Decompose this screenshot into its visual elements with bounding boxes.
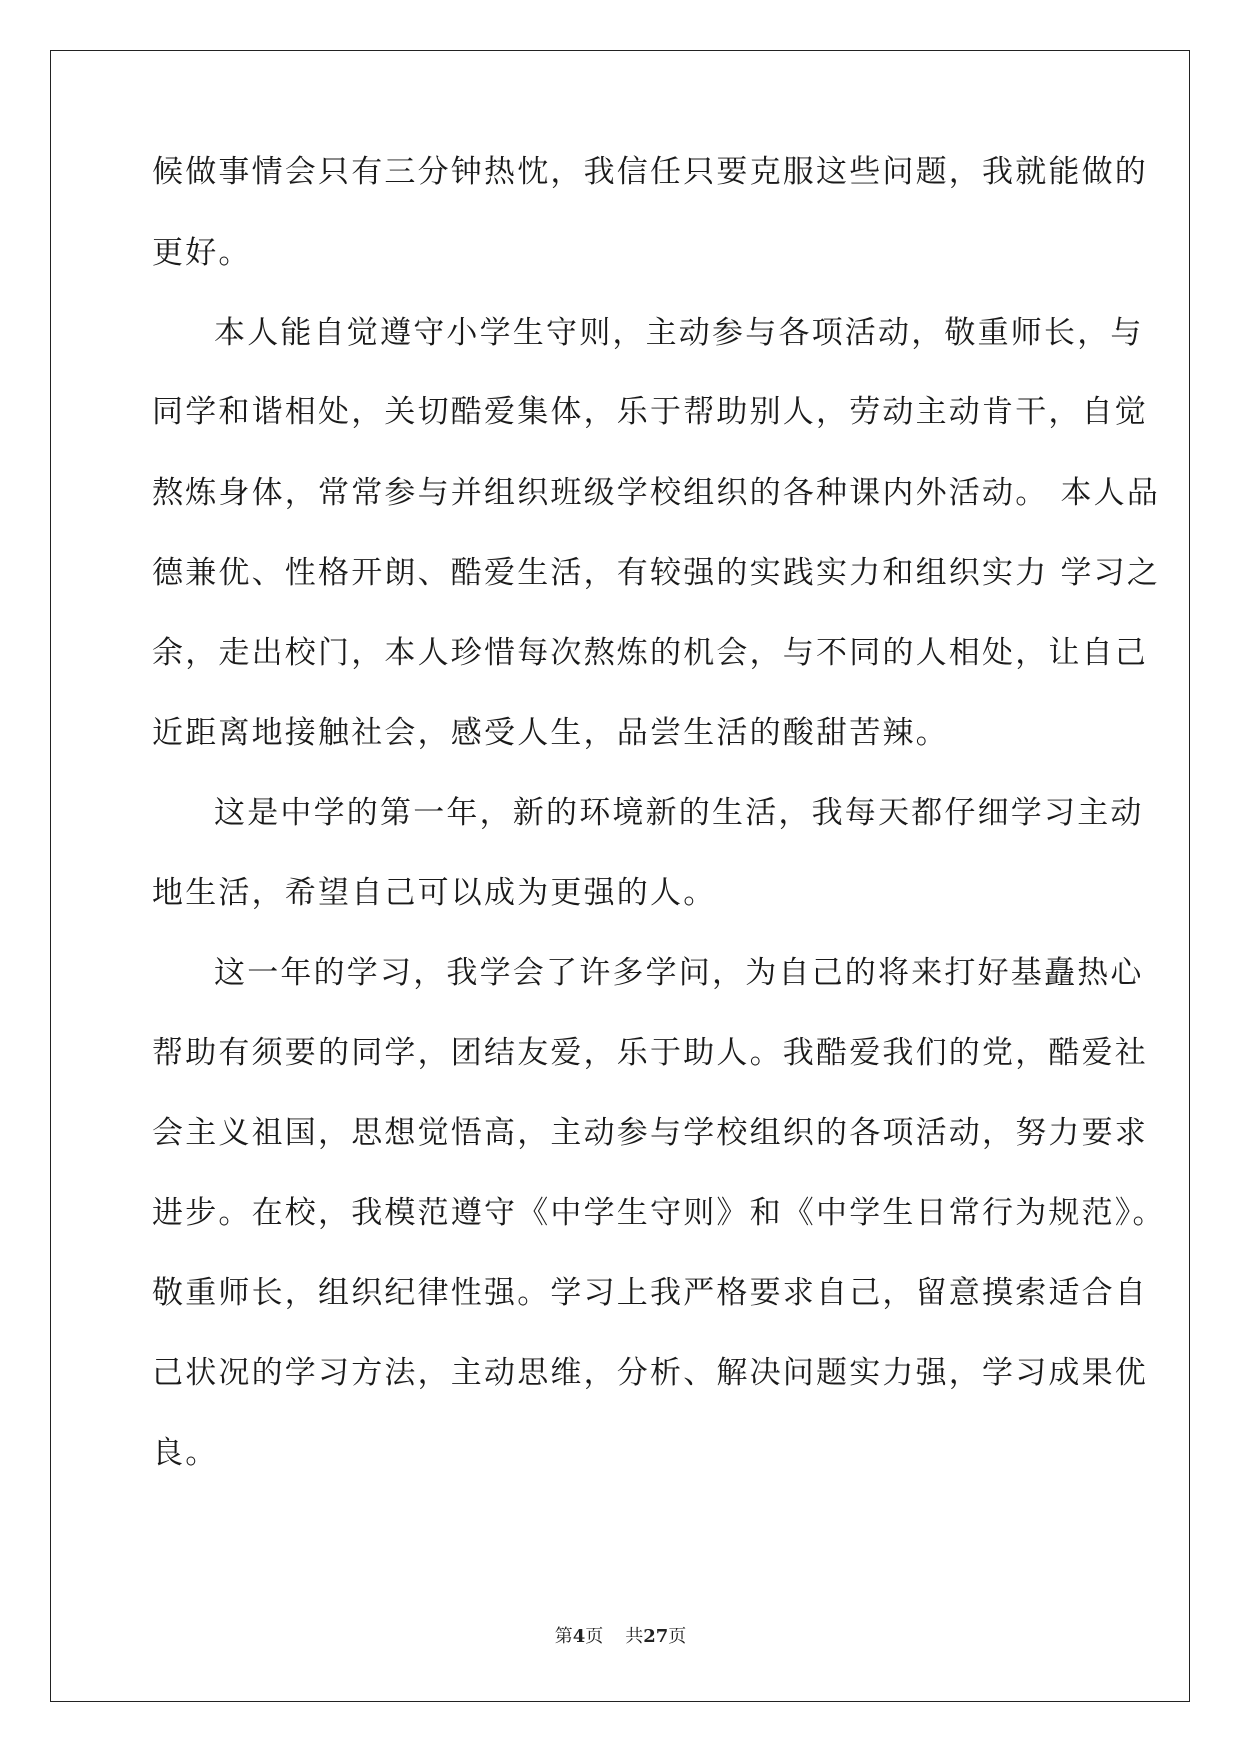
- text-line: 熬炼身体，常常参与并组织班级学校组织的各种课内外活动。 本人品: [152, 475, 1161, 511]
- text-line: 帮助有须要的同学，团结友爱，乐于助人。我酷爱我们的党，酷爱社: [152, 1035, 1148, 1071]
- total-pages: 27: [643, 1626, 669, 1647]
- text-line: 敬重师长，组织纪律性强。学习上我严格要求自己，留意摸索适合自: [152, 1275, 1148, 1311]
- text-line: 余，走出校门，本人珍惜每次熬炼的机会，与不同的人相处，让自己: [152, 635, 1148, 671]
- text-line: 己状况的学习方法，主动思维，分析、解决问题实力强，学习成果优: [152, 1355, 1148, 1391]
- total-suffix: 页: [668, 1626, 687, 1647]
- text-line: 更好。: [152, 235, 252, 271]
- page-number: 4: [572, 1626, 586, 1647]
- page-prefix: 第: [554, 1626, 573, 1647]
- text-line: 地生活，希望自己可以成为更强的人。: [152, 875, 717, 911]
- text-line: 同学和谐相处，关切酷爱集体，乐于帮助别人，劳动主动肯干，自觉: [152, 394, 1148, 430]
- paragraph-start-line: 这是中学的第一年，新的环境新的生活，我每天都仔细学习主动: [214, 795, 1144, 831]
- page-footer: [0, 1622, 1241, 1648]
- text-line: 进步。在校，我模范遵守《中学生守则》和《中学生日常行为规范》。: [152, 1195, 1166, 1231]
- page-suffix: 页: [585, 1626, 604, 1647]
- text-line: 良。: [152, 1435, 219, 1471]
- paragraph-start-line: 本人能自觉遵守小学生守则，主动参与各项活动，敬重师长，与: [214, 315, 1144, 351]
- text-line: 候做事情会只有三分钟热忱，我信任只要克服这些问题，我就能做的: [152, 154, 1148, 190]
- text-line: 会主义祖国，思想觉悟高，主动参与学校组织的各项活动，努力要求: [152, 1115, 1148, 1151]
- total-prefix: 共: [625, 1626, 644, 1647]
- paragraph-start-line: 这一年的学习，我学会了许多学问，为自己的将来打好基矗热心: [214, 955, 1144, 991]
- text-line: 近距离地接触社会，感受人生，品尝生活的酸甜苦辣。: [152, 715, 949, 751]
- text-line: 德兼优、性格开朗、酷爱生活，有较强的实践实力和组织实力 学习之: [152, 555, 1161, 591]
